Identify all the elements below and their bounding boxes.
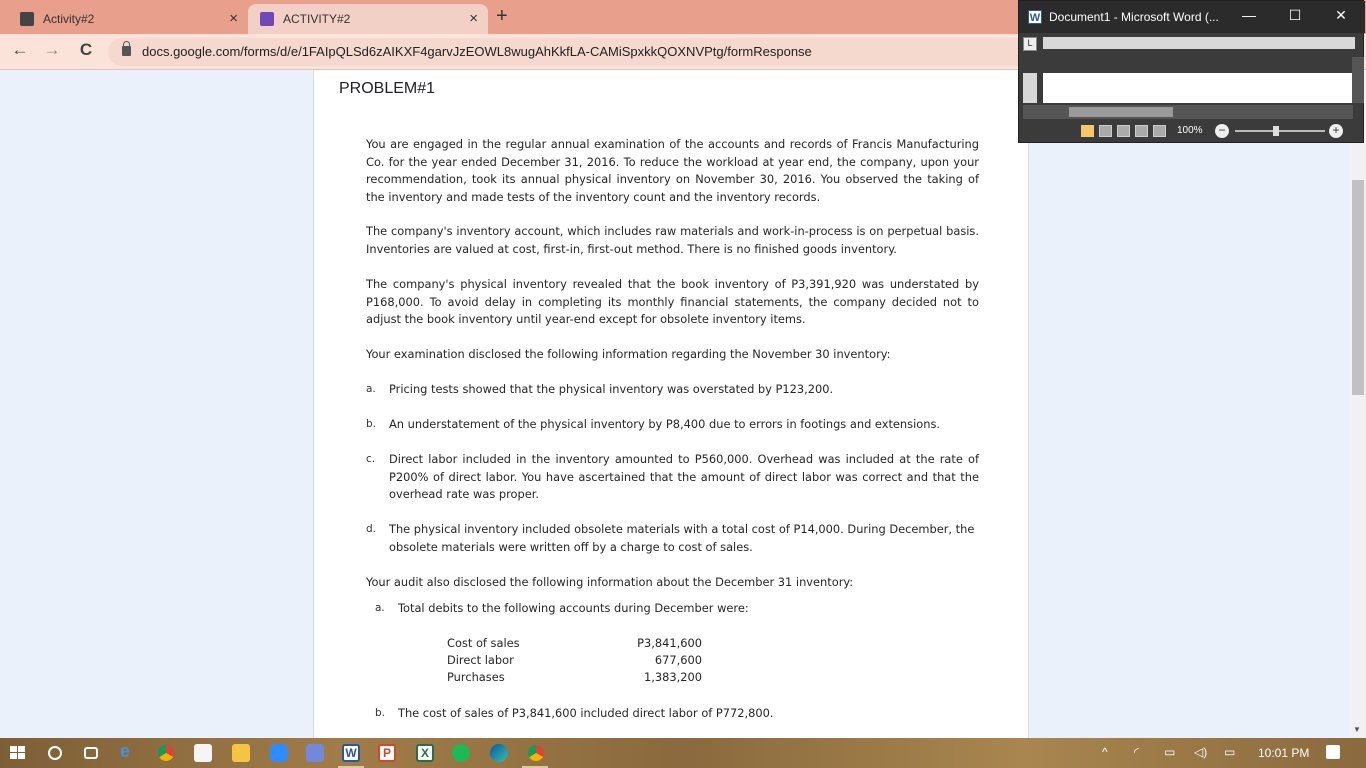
lock-icon[interactable]	[122, 46, 131, 56]
paragraph-nov-intro: Your examination disclosed the following information regarding the November 30 inventory:	[366, 347, 891, 361]
zoom-in-icon[interactable]: +	[1329, 124, 1343, 138]
edge-legacy-icon[interactable]: e	[120, 741, 131, 761]
table-cell-amount: P3,841,600	[637, 636, 702, 650]
list-item-letter: a.	[366, 383, 376, 395]
tab-label: ACTIVITY#2	[283, 12, 351, 26]
reload-icon[interactable]: C	[79, 40, 93, 59]
back-arrow-icon[interactable]: ←	[11, 40, 29, 59]
discord-icon[interactable]	[306, 744, 324, 762]
full-screen-reading-icon[interactable]	[1099, 125, 1112, 137]
volume-icon[interactable]: ◁)	[1194, 745, 1208, 759]
word-minimize-button[interactable]: —	[1242, 7, 1256, 23]
question-title: PROBLEM#1	[339, 80, 436, 97]
zoom-slider[interactable]	[1235, 130, 1325, 132]
word-maximize-button[interactable]: ☐	[1288, 7, 1302, 23]
word-horizontal-ruler[interactable]	[1043, 37, 1355, 49]
zoom-level[interactable]: 100%	[1177, 125, 1203, 136]
list-item: Total debits to the following accounts during December were:	[398, 601, 749, 615]
spotify-icon[interactable]	[452, 744, 470, 762]
word-document-area[interactable]	[1043, 73, 1352, 103]
page-content	[0, 70, 1366, 738]
word-status-bar	[1075, 123, 1363, 141]
notification-icon[interactable]	[1326, 745, 1340, 759]
list-item: Direct labor included in the inventory amounted to P560,000. Overhead was included at the rate of P200% of direct labor. You have ascertained that the amount of direct labor was correct and that the overhead rate was proper.	[389, 452, 979, 501]
table-cell-amount: 1,383,200	[644, 670, 702, 684]
list-item-letter: a.	[375, 602, 385, 614]
list-item-letter: c.	[366, 453, 376, 465]
tab-close-icon[interactable]: ×	[469, 10, 478, 27]
new-tab-button[interactable]: +	[496, 5, 508, 27]
word-title-bar[interactable]	[1019, 1, 1365, 33]
word-vertical-scrollbar[interactable]	[1352, 57, 1364, 103]
paragraph-engagement: You are engaged in the regular annual examination of the accounts and records of Francis Manufacturing Co. for the year ended December 31, 2016. To reduce the workload at year end, the company, upon your recommendation, took its annual physical inventory on November 30, 2016. You observed the taking of the inventory and made tests of the inventory count and the inventory records.	[366, 137, 979, 204]
keyboard-icon[interactable]: ▭	[1224, 745, 1236, 759]
list-item: The physical inventory included obsolete materials with a total cost of P14,000. During December, the obsolete materials were written off by a charge to cost of sales.	[389, 522, 975, 554]
scrollbar-thumb[interactable]	[1352, 180, 1364, 395]
file-explorer-icon[interactable]	[232, 744, 250, 762]
tray-caret-icon[interactable]: ^	[1102, 745, 1108, 759]
paragraph-dec-intro: Your audit also disclosed the following information about the December 31 inventory:	[366, 575, 854, 589]
print-layout-view-icon[interactable]	[1081, 125, 1094, 137]
excel-taskbar-icon[interactable]: X	[416, 744, 434, 762]
zoom-app-icon[interactable]	[270, 744, 288, 762]
form-question-card	[313, 70, 1029, 738]
url-text[interactable]: docs.google.com/forms/d/e/1FAIpQLSd6zAIKXF4garvJzEOWL8wugAhKkfLA-CAMiSpxkkQOXNVPtg/formResponse	[142, 44, 812, 59]
windows-taskbar	[0, 738, 1366, 768]
microsoft-store-icon[interactable]	[194, 744, 212, 762]
tab-favicon-icon	[20, 12, 34, 26]
zoom-out-icon[interactable]: −	[1215, 124, 1229, 138]
chrome-active-icon[interactable]	[528, 745, 544, 761]
word-logo-icon: W	[1029, 12, 1041, 24]
scroll-down-arrow-icon[interactable]: ▼	[1353, 725, 1361, 734]
word-taskbar-icon[interactable]: W	[342, 744, 360, 762]
word-window[interactable]	[1018, 0, 1364, 143]
word-window-title: Document1 - Microsoft Word (...	[1049, 10, 1219, 24]
list-item-letter: b.	[375, 707, 386, 719]
tab-close-icon[interactable]: ×	[229, 10, 238, 27]
table-cell-account: Purchases	[447, 670, 505, 684]
battery-icon[interactable]: ▭	[1164, 745, 1176, 759]
word-hscroll-thumb[interactable]	[1069, 107, 1173, 117]
forward-arrow-icon[interactable]: →	[43, 40, 61, 59]
table-cell-account: Cost of sales	[447, 636, 520, 650]
table-cell-amount: 677,600	[654, 653, 702, 667]
outline-view-icon[interactable]	[1135, 125, 1148, 137]
search-circle-icon[interactable]	[48, 746, 62, 760]
powerpoint-taskbar-icon[interactable]: P	[378, 744, 396, 762]
tab-activity-2[interactable]	[8, 4, 248, 34]
list-item-letter: b.	[366, 418, 377, 430]
tab-activity-2-forms[interactable]	[248, 4, 488, 34]
list-item: Pricing tests showed that the physical inventory was overstated by P123,200.	[389, 382, 834, 396]
tab-label: Activity#2	[43, 12, 95, 26]
task-view-icon[interactable]	[84, 747, 98, 759]
word-horizontal-scrollbar[interactable]	[1023, 105, 1353, 119]
word-close-button[interactable]: ✕	[1335, 7, 1347, 23]
windows-start-icon[interactable]	[10, 746, 26, 760]
list-item: An understatement of the physical inventory by P8,400 due to errors in footings and extensions.	[389, 417, 940, 431]
edge-icon[interactable]	[490, 744, 508, 762]
forms-favicon-icon	[260, 12, 274, 26]
wifi-icon[interactable]: ◜	[1134, 745, 1139, 759]
web-layout-icon[interactable]	[1117, 125, 1130, 137]
page-scrollbar[interactable]	[1350, 70, 1366, 738]
word-vertical-ruler	[1023, 73, 1037, 103]
clock[interactable]: 10:01 PM	[1258, 746, 1310, 760]
list-item-letter: d.	[366, 523, 377, 535]
chrome-icon[interactable]	[158, 745, 174, 761]
zoom-slider-thumb[interactable]	[1273, 126, 1279, 136]
list-item: The cost of sales of P3,841,600 included direct labor of P772,800.	[398, 706, 774, 720]
paragraph-physical-inventory: The company's physical inventory revealed that the book inventory of P3,391,920 was understated by P168,000. To avoid delay in completing its monthly financial statements, the company decided not to adjust the book inventory until year-end except for obsolete inventory items.	[366, 277, 979, 326]
table-cell-account: Direct labor	[447, 653, 514, 667]
word-tab-selector[interactable]: L	[1023, 37, 1037, 51]
paragraph-inventory-account: The company's inventory account, which includes raw materials and work-in-process is on perpetual basis. Inventories are valued at cost, first-in, first-out method. There is no finished goods inventory.	[366, 224, 979, 256]
draft-view-icon[interactable]	[1153, 125, 1166, 137]
